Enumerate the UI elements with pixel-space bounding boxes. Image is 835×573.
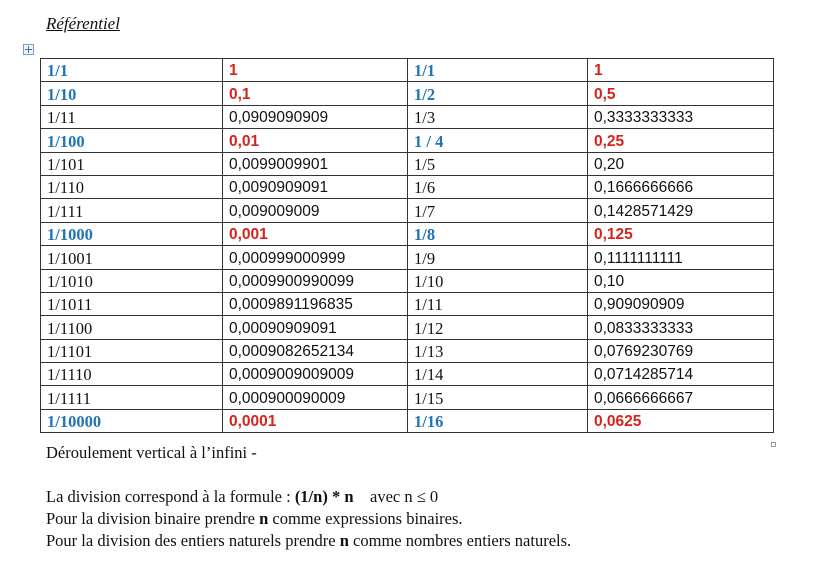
note-formula	[46, 486, 571, 508]
decimal-value-cell: 0,25	[588, 129, 774, 152]
decimal-fraction-cell: 1/10	[408, 269, 588, 292]
table-row	[41, 269, 774, 292]
decimal-value-cell: 0,0666666667	[588, 386, 774, 409]
note-naturals-rest: comme nombres entiers naturels.	[348, 531, 572, 550]
variable-n: n	[259, 509, 269, 528]
decimal-value-cell: 0,0714285714	[588, 363, 774, 386]
table-resize-handle-icon[interactable]	[771, 442, 776, 447]
note-binary	[46, 508, 571, 530]
binary-value-cell: 0,000900090009	[223, 386, 408, 409]
decimal-fraction-cell: 1/9	[408, 246, 588, 269]
binary-value-cell: 0,0001	[223, 409, 408, 432]
decimal-value-cell: 0,3333333333	[588, 105, 774, 128]
decimal-value-cell: 0,1111111111	[588, 246, 774, 269]
decimal-value-cell: 0,0833333333	[588, 316, 774, 339]
binary-fraction-cell: 1/1101	[41, 339, 223, 362]
binary-value-cell: 0,0009891196835	[223, 292, 408, 315]
binary-value-cell: 0,009009009	[223, 199, 408, 222]
binary-fraction-cell: 1/1001	[41, 246, 223, 269]
binary-fraction-cell: 1/1000	[41, 222, 223, 245]
binary-value-cell: 0,0099009901	[223, 152, 408, 175]
binary-fraction-cell: 1/1011	[41, 292, 223, 315]
variable-n: n	[339, 531, 349, 550]
reference-table	[40, 58, 774, 433]
table-row	[41, 222, 774, 245]
binary-fraction-cell: 1/100	[41, 129, 223, 152]
notes-block	[46, 442, 571, 552]
decimal-value-cell: 0,20	[588, 152, 774, 175]
decimal-fraction-cell: 1/7	[408, 199, 588, 222]
decimal-value-cell: 0,10	[588, 269, 774, 292]
decimal-fraction-cell: 1 / 4	[408, 129, 588, 152]
table-row	[41, 59, 774, 82]
blank-line	[46, 464, 571, 486]
binary-fraction-cell: 1/1111	[41, 386, 223, 409]
decimal-value-cell: 1	[588, 59, 774, 82]
binary-value-cell: 0,000999000999	[223, 246, 408, 269]
table-move-handle-icon[interactable]	[23, 44, 34, 55]
binary-fraction-cell: 1/110	[41, 175, 223, 198]
table-row	[41, 82, 774, 105]
binary-value-cell: 0,00090909091	[223, 316, 408, 339]
note-naturals-text: Pour la division des entiers naturels prendre	[46, 531, 340, 550]
binary-fraction-cell: 1/11	[41, 105, 223, 128]
decimal-value-cell: 0,909090909	[588, 292, 774, 315]
decimal-value-cell: 0,5	[588, 82, 774, 105]
decimal-value-cell: 0,1666666666	[588, 175, 774, 198]
table-row	[41, 105, 774, 128]
note-binary-text: Pour la division binaire prendre	[46, 509, 260, 528]
decimal-fraction-cell: 1/13	[408, 339, 588, 362]
decimal-value-cell: 0,0769230769	[588, 339, 774, 362]
decimal-fraction-cell: 1/14	[408, 363, 588, 386]
decimal-value-cell: 0,0625	[588, 409, 774, 432]
decimal-fraction-cell: 1/11	[408, 292, 588, 315]
table-row	[41, 152, 774, 175]
binary-fraction-cell: 1/111	[41, 199, 223, 222]
decimal-fraction-cell: 1/8	[408, 222, 588, 245]
binary-fraction-cell: 1/101	[41, 152, 223, 175]
binary-value-cell: 1	[223, 59, 408, 82]
binary-value-cell: 0,0009082652134	[223, 339, 408, 362]
table-row	[41, 386, 774, 409]
decimal-fraction-cell: 1/1	[408, 59, 588, 82]
table-row	[41, 292, 774, 315]
binary-value-cell: 0,0009900990099	[223, 269, 408, 292]
decimal-fraction-cell: 1/5	[408, 152, 588, 175]
table-row	[41, 316, 774, 339]
binary-fraction-cell: 1/1	[41, 59, 223, 82]
binary-value-cell: 0,001	[223, 222, 408, 245]
formula: (1/n) * n	[294, 487, 354, 506]
table-row	[41, 339, 774, 362]
note-formula-text: La division correspond à la formule :	[46, 487, 295, 506]
table-row	[41, 129, 774, 152]
document-title: Référentiel	[46, 14, 120, 33]
binary-value-cell: 0,01	[223, 129, 408, 152]
binary-value-cell: 0,0090909091	[223, 175, 408, 198]
decimal-fraction-cell: 1/6	[408, 175, 588, 198]
note-binary-rest: comme expressions binaires.	[268, 509, 463, 528]
binary-fraction-cell: 1/1110	[41, 363, 223, 386]
note-naturals	[46, 530, 571, 552]
note-infinite-scroll: Déroulement vertical à l’infini -	[46, 443, 257, 462]
table-row	[41, 409, 774, 432]
decimal-value-cell: 0,1428571429	[588, 199, 774, 222]
table-row	[41, 199, 774, 222]
decimal-fraction-cell: 1/2	[408, 82, 588, 105]
binary-fraction-cell: 1/1100	[41, 316, 223, 339]
binary-value-cell: 0,1	[223, 82, 408, 105]
table-row	[41, 246, 774, 269]
binary-fraction-cell: 1/10000	[41, 409, 223, 432]
decimal-fraction-cell: 1/16	[408, 409, 588, 432]
table-row	[41, 363, 774, 386]
binary-fraction-cell: 1/1010	[41, 269, 223, 292]
binary-value-cell: 0,0009009009009	[223, 363, 408, 386]
decimal-value-cell: 0,125	[588, 222, 774, 245]
note-formula-condition: avec n ≤ 0	[353, 487, 439, 506]
decimal-fraction-cell: 1/12	[408, 316, 588, 339]
binary-value-cell: 0,0909090909	[223, 105, 408, 128]
table-row	[41, 175, 774, 198]
decimal-fraction-cell: 1/15	[408, 386, 588, 409]
decimal-fraction-cell: 1/3	[408, 105, 588, 128]
binary-fraction-cell: 1/10	[41, 82, 223, 105]
